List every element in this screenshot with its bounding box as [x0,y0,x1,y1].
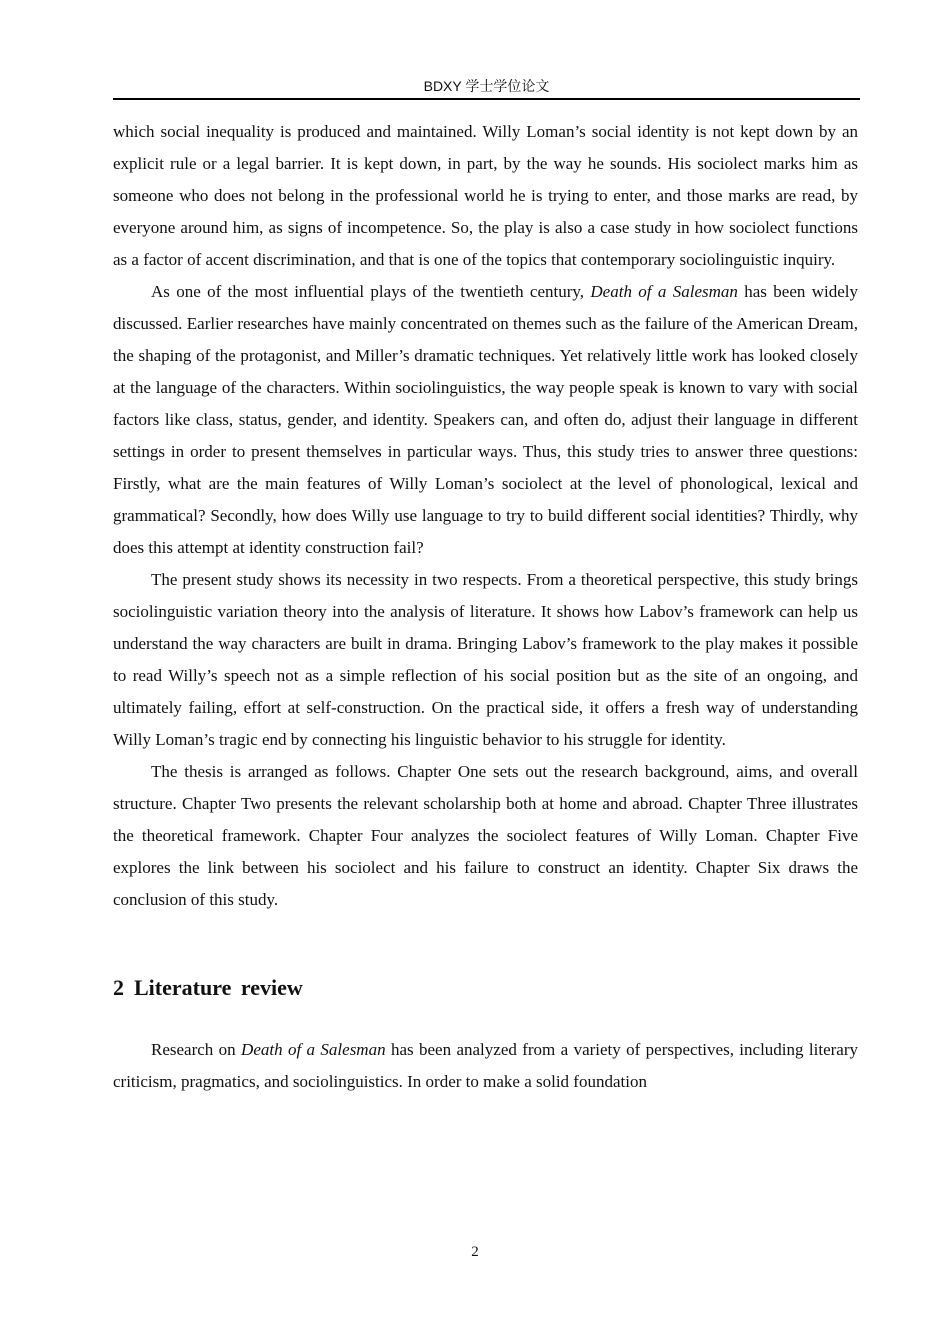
section-heading [113,972,858,1004]
paragraph-text: has been analyzed from a variety of perspectives, including literary criticism, pragmatics, and sociolinguistics. In order to make a solid foundation [113,1040,858,1091]
play-title: Death of a Salesman [241,1040,386,1059]
play-title: Death of a Salesman [590,282,738,301]
paragraph-literature-intro [113,1034,858,1098]
paragraph-significance: The present study shows its necessity in two respects. From a theoretical perspective, this study brings sociolinguistic variation theory into the analysis of literature. It shows how Labov’s framework can help us understand the way characters are built in drama. Bringing Labov’s framework to the play makes it possible to read Willy’s speech not as a simple reflection of his social position but as the site of an ongoing, and ultimately failing, effort at self-construction. On the practical side, it offers a fresh way of understanding Willy Loman’s tragic end by connecting his linguistic behavior to his struggle for identity. [113,570,858,749]
page-footer [0,1242,950,1262]
page-number: 2 [471,1244,479,1260]
page-body [113,116,858,1098]
section-number: 2 [113,975,124,1000]
paragraph-text: As one of the most influential plays of the twentieth century, [151,282,591,301]
paragraph-continuation: which social inequality is produced and maintained. Willy Loman’s social identity is not kept down by an explicit rule or a legal barrier. It is kept down, in part, by the way he sounds. His sociolect marks him as someone who does not belong in the professional world he is trying to enter, and those marks are read, by everyone around him, as signs of incompetence. So, the play is also a case study in how sociolect functions as a factor of accent discrimination, and that is one of the topics that contemporary sociolinguistic inquiry. [113,122,858,269]
paragraph-background [113,276,858,564]
header-text: BDXY 学士学位论文 [423,78,550,94]
paragraph-text: has been widely discussed. Earlier researches have mainly concentrated on themes such as the failure of the American Dream, the shaping of the protagonist, and Miller’s dramatic techniques. Yet relatively little work has looked closely at the language of the characters. Within sociolinguistics, the way people speak is known to vary with social factors like class, status, gender, and identity. Speakers can, and often do, adjust their language in different settings in order to present themselves in particular ways. Thus, this study tries to answer three questions: Firstly, what are the main features of Willy Loman’s sociolect at the level of phonological, lexical and grammatical? Secondly, how does Willy use language to try to build different social identities? Thirdly, why does this attempt at identity construction fail? [113,282,858,557]
paragraph-text: Research on [151,1040,242,1059]
paragraph-structure: The thesis is arranged as follows. Chapter One sets out the research background, aims, and overall structure. Chapter Two presents the relevant scholarship both at home and abroad. Chapter Three illustrates the theoretical framework. Chapter Four analyzes the sociolect features of Willy Loman. Chapter Five explores the link between his sociolect and his failure to construct an identity. Chapter Six draws the conclusion of this study. [113,762,858,909]
section-title: Literature review [134,975,303,1000]
page-header [113,76,860,100]
